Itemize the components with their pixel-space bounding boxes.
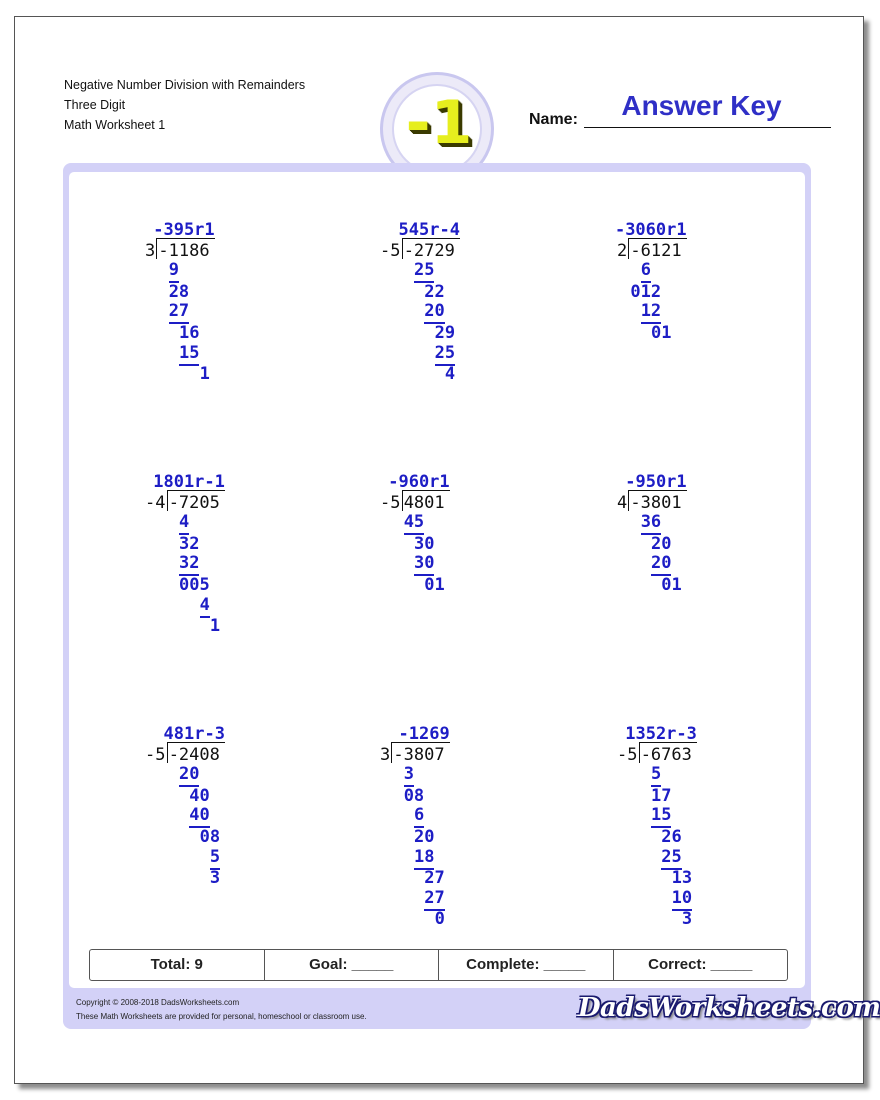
dividend: -6763 — [640, 744, 692, 765]
remainder-step: 40 — [189, 785, 210, 806]
subtraction-step: 5 — [210, 848, 220, 870]
divisor: 3 — [380, 744, 391, 765]
dividend: -7205 — [168, 492, 220, 513]
correct-cell: Correct: _____ — [648, 956, 753, 973]
remainder-step: 20 — [650, 533, 672, 554]
divisor: -5 — [380, 240, 401, 261]
subtraction-step: 32 — [179, 554, 199, 576]
dividend: -6121 — [630, 240, 682, 261]
dividend: -3801 — [630, 492, 682, 513]
worksheet-number: Math Worksheet 1 — [64, 118, 166, 132]
remainder-step: 005 — [178, 575, 210, 595]
quotient: -950r1 — [625, 472, 687, 492]
subtraction-step: 9 — [169, 261, 179, 283]
division-overline — [639, 742, 698, 743]
subtraction-step: 20 — [651, 554, 671, 576]
usage-notice: These Math Worksheets are provided for personal, homeschool or classroom use. — [76, 1012, 367, 1021]
division-overline — [156, 238, 215, 239]
subtraction-step: 45 — [404, 513, 424, 535]
division-bracket — [167, 491, 168, 511]
remainder-step: 01 — [650, 323, 672, 343]
subtraction-step: 3 — [404, 765, 414, 787]
remainder-step: 3 — [209, 868, 221, 889]
answer-key-title: Answer Key — [621, 90, 782, 121]
divisor: -5 — [617, 744, 638, 765]
divisor: 2 — [617, 240, 628, 261]
divisor: -5 — [380, 492, 401, 513]
subtraction-step: 5 — [651, 765, 661, 787]
division-overline — [402, 490, 450, 491]
division-bracket — [391, 743, 392, 763]
name-underline — [584, 127, 831, 128]
remainder-step: 3 — [681, 909, 693, 930]
subtraction-step: 40 — [189, 806, 209, 828]
remainder-step: 4 — [444, 364, 456, 385]
remainder-step: 08 — [403, 785, 425, 806]
goal-cell: Goal: _____ — [265, 950, 440, 980]
dividend: -3807 — [393, 744, 445, 765]
remainder-step: 01 — [424, 575, 445, 595]
quotient: 481r-3 — [163, 724, 225, 744]
division-overline — [628, 490, 687, 491]
remainder-step: 16 — [178, 323, 200, 343]
remainder-step: 30 — [413, 533, 435, 554]
subtraction-step: 15 — [651, 806, 671, 828]
subtraction-step: 20 — [424, 302, 444, 324]
remainder-step: 22 — [424, 281, 445, 302]
subtraction-step: 10 — [672, 889, 692, 911]
complete-cell: Complete: _____ — [439, 950, 614, 980]
subtraction-step: 27 — [424, 889, 444, 911]
division-bracket — [628, 239, 629, 259]
division-overline — [402, 238, 461, 239]
quotient: 545r-4 — [398, 220, 460, 240]
subtraction-step: 18 — [414, 848, 434, 870]
subtraction-step: 6 — [414, 806, 424, 828]
division-bracket — [402, 239, 403, 259]
remainder-step: 08 — [199, 827, 221, 847]
division-bracket — [167, 743, 168, 763]
subtraction-step: 30 — [414, 554, 434, 576]
divisor: 3 — [145, 240, 156, 261]
quotient: 1352r-3 — [625, 724, 697, 744]
subtraction-step: 25 — [661, 848, 681, 870]
remainder-step: 0 — [434, 909, 445, 930]
quotient: -3060r1 — [614, 220, 687, 240]
copyright-text: Copyright © 2008-2018 DadsWorksheets.com — [76, 998, 240, 1007]
name-label: Name: — [529, 111, 578, 128]
worksheet-title: Negative Number Division with Remainders — [64, 78, 306, 92]
score-bar — [89, 949, 788, 981]
subtraction-step: 25 — [414, 261, 434, 283]
total-cell: Total: 9 — [90, 950, 265, 980]
remainder-step: 01 — [661, 575, 682, 595]
division-overline — [167, 742, 226, 743]
subtraction-step: 4 — [200, 596, 210, 618]
division-bracket — [628, 491, 629, 511]
remainder-step: 32 — [178, 533, 200, 554]
subtraction-step: 6 — [641, 261, 651, 283]
subtraction-step: 20 — [179, 765, 199, 787]
subtraction-step: 15 — [179, 344, 199, 366]
dadsworksheets-logo: DadsWorksheets.com — [578, 993, 880, 1023]
remainder-step: 28 — [168, 281, 190, 302]
remainder-step: 13 — [671, 868, 693, 889]
division-overline — [167, 490, 226, 491]
quotient: -1269 — [398, 724, 450, 744]
dividend: -2408 — [168, 744, 220, 765]
subtraction-step: 36 — [641, 513, 661, 535]
remainder-step: 20 — [413, 827, 435, 847]
subtraction-step: 25 — [435, 344, 455, 366]
remainder-step: 26 — [661, 827, 682, 847]
worksheet-subtitle: Three Digit — [64, 98, 126, 112]
division-overline — [391, 742, 450, 743]
division-bracket — [156, 239, 157, 259]
division-overline — [628, 238, 687, 239]
remainder-step: 17 — [650, 785, 672, 806]
remainder-step: 29 — [434, 323, 456, 343]
subtraction-step: 4 — [179, 513, 189, 535]
dividend: -2729 — [403, 240, 455, 261]
dividend: 4801 — [403, 492, 445, 513]
divisor: 4 — [617, 492, 628, 513]
quotient: -960r1 — [388, 472, 450, 492]
remainder-step: 012 — [630, 281, 662, 302]
badge-label: -1 — [405, 88, 473, 158]
divisor: -5 — [145, 744, 166, 765]
remainder-step: 1 — [209, 616, 221, 637]
division-bracket — [639, 743, 640, 763]
subtraction-step: 27 — [169, 302, 189, 324]
remainder-step: 1 — [199, 364, 210, 385]
divisor: -4 — [145, 492, 166, 513]
quotient: -395r1 — [153, 220, 215, 240]
remainder-step: 27 — [424, 868, 445, 889]
division-bracket — [402, 491, 403, 511]
subtraction-step: 12 — [641, 302, 661, 324]
quotient: 1801r-1 — [153, 472, 225, 492]
dividend: -1186 — [158, 240, 210, 261]
